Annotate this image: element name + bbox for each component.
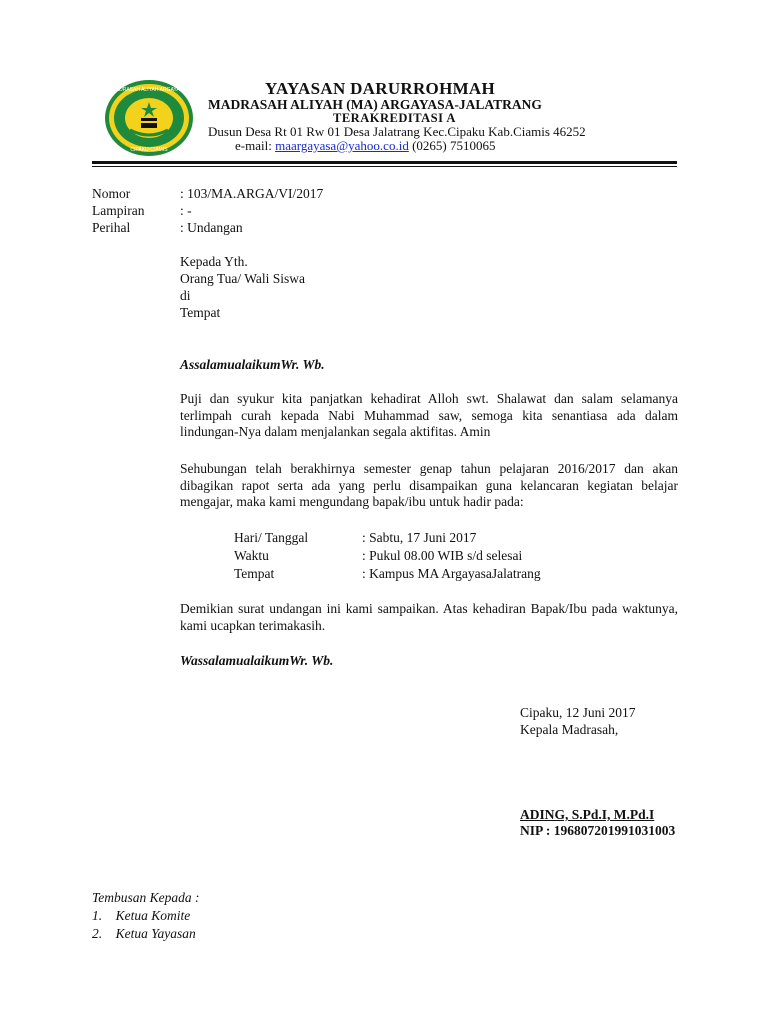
event-time: : Pukul 08.00 WIB s/d selesai [362,548,523,563]
header-rule-thin [92,166,677,167]
email-label: e-mail: [235,138,276,153]
recipient-line-3: di [180,288,191,303]
signature-place-date: Cipaku, 12 Juni 2017 [520,705,636,720]
greeting: AssalamualaikumWr. Wb. [180,357,325,372]
recipient-line-4: Tempat [180,305,221,320]
event-date-label: Hari/ Tanggal [234,530,309,545]
header-rule-thick [92,161,677,164]
svg-text:CIPAKU-CIAMIS: CIPAKU-CIAMIS [130,147,168,153]
signature-name: ADING, S.Pd.I, M.Pd.I [520,807,655,822]
svg-text:MADRASAH ALIYAH ARGAYASA: MADRASAH ALIYAH ARGAYASA [111,87,187,93]
paragraph-3: Demikian surat undangan ini kami sampaikan. Atas kehadiran Bapak/Ibu pada waktunya, kami ucapkan terimakasih. [180,601,678,633]
perihal-value: : Undangan [180,220,243,235]
event-time-label: Waktu [234,548,269,563]
cc-item: 1. Ketua Komite [92,908,191,923]
recipient-line-1: Kepada Yth. [180,254,248,269]
signature-position: Kepala Madrasah, [520,722,619,737]
paragraph-2: Sehubungan telah berakhirnya semester genap tahun pelajaran 2016/2017 dan akan dibagikan rapot serta ada yang perlu disampaikan guna kelancaran kegiatan belajar mengajar, maka kami mengundang bapak/ibu untuk hadir pada: [180,461,678,509]
event-date: : Sabtu, 17 Juni 2017 [362,530,477,545]
school-logo [103,78,195,158]
cc-title: Tembusan Kepada : [92,890,200,905]
nomor-label: Nomor [92,186,131,201]
paragraph-1: Puji dan syukur kita panjatkan kehadirat Alloh swt. Shalawat dan salam selamanya terlimpah curah kepada Nabi Muhammad saw, semoga kita senantiasa ada dalam lindungan-Nya dalam menjalankan segala aktifitas. Amin [180,391,678,439]
event-place: : Kampus MA ArgayasaJalatrang [362,566,541,581]
signature-nip: NIP : 196807201991031003 [520,823,676,838]
lampiran-value: : - [180,203,192,218]
email-link[interactable]: maargayasa@yahoo.co.id [275,138,409,153]
phone-sep: ( [408,138,417,153]
cc-item: 2. Ketua Yayasan [92,926,196,941]
lampiran-label: Lampiran [92,203,145,218]
recipient-line-2: Orang Tua/ Wali Siswa [180,271,306,286]
org-name: YAYASAN DARURROHMAH [265,79,496,98]
school-name: MADRASAH ALIYAH (MA) ARGAYASA-JALATRANG [208,97,542,112]
phone-number: 0265) 7510065 [416,138,496,153]
nomor-value: : 103/MA.ARGA/VI/2017 [180,186,324,201]
closing: WassalamualaikumWr. Wb. [180,653,334,668]
contact-line [235,138,496,154]
accreditation: TERAKREDITASI A [333,111,456,125]
event-place-label: Tempat [234,566,275,581]
perihal-label: Perihal [92,220,131,235]
school-address: Dusun Desa Rt 01 Rw 01 Desa Jalatrang Kec.Cipaku Kab.Ciamis 46252 [208,124,586,139]
